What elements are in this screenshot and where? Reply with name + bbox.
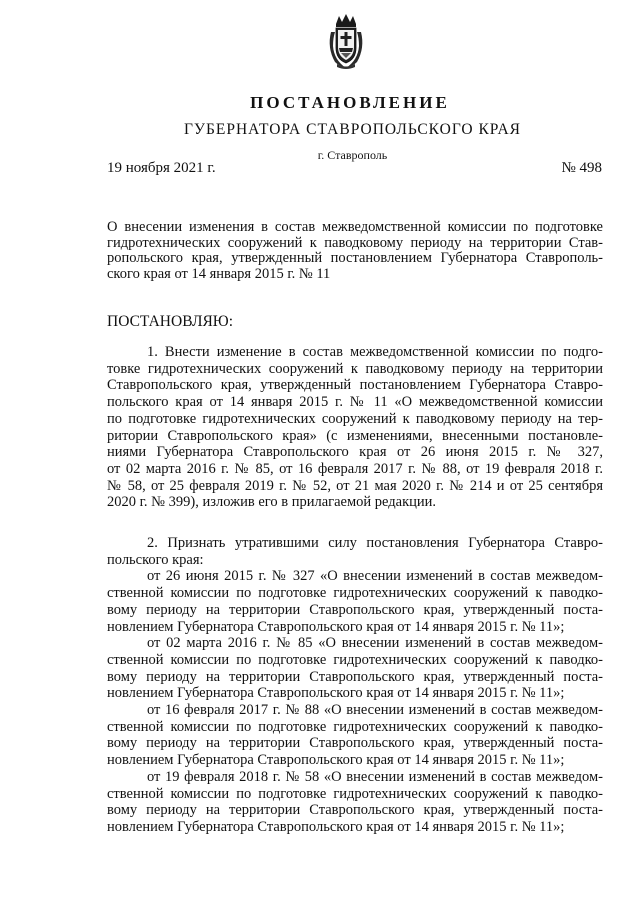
paragraph-line: новлением Губернатора Ставропольского края от 14 января 2015 г. № 11»; xyxy=(107,752,565,769)
item-1 xyxy=(107,344,603,511)
subject-line: гидротехнических сооружений к паводковому периоду на территории Став- xyxy=(107,234,603,251)
paragraph-line: от 16 февраля 2017 г. № 88 «О внесении изменений в состав межведом- xyxy=(147,702,603,719)
paragraph-line: ственной комиссии по подготовке гидротехнических сооружений к паводко- xyxy=(107,718,603,735)
paragraph-line: по подготовке гидротехнических сооружений к паводковому периоду на тер- xyxy=(107,410,603,427)
item-2 xyxy=(107,535,603,836)
paragraph-line: ственной комиссии по подготовке гидротехнических сооружений к паводко- xyxy=(107,785,603,802)
paragraph-line: от 19 февраля 2018 г. № 58 «О внесении изменений в состав межведом- xyxy=(147,768,603,785)
subject-line: ропольского края, утвержденный постановлением Губернатора Ставрополь- xyxy=(107,250,603,266)
subject-line: О внесении изменения в состав межведомственной комиссии по подготовке xyxy=(107,219,603,235)
paragraph-line: вому периоду на территории Ставропольского края, утвержденный поста- xyxy=(107,802,603,819)
paragraph-line: польского края: xyxy=(107,551,204,568)
paragraph-line: ственной комиссии по подготовке гидротехнических сооружений к паводко- xyxy=(107,651,603,668)
paragraph-line: вому периоду на территории Ставропольского края, утвержденный поста- xyxy=(107,601,603,618)
paragraph-line: 2. Признать утратившими силу постановления Губернатора Ставро- xyxy=(147,535,603,551)
city-label: г. Ставрополь xyxy=(317,148,388,162)
paragraph-line: от 02 марта 2016 г. № 85 «О внесении изменений в состав межведом- xyxy=(147,635,603,652)
paragraph-line: новлением Губернатора Ставропольского края от 14 января 2015 г. № 11»; xyxy=(107,818,565,835)
paragraph-line: вому периоду на территории Ставропольского края, утвержденный поста- xyxy=(107,735,603,752)
paragraph-line: вому периоду на территории Ставропольского края, утвержденный поста- xyxy=(107,668,603,685)
paragraph-line: ниями Губернатора Ставропольского края от 26 июня 2015 г. № 327, xyxy=(107,444,603,461)
paragraph-line: товке гидротехнических сооружений к паводковому периоду на территории xyxy=(107,360,603,377)
paragraph-line: новлением Губернатора Ставропольского края от 14 января 2015 г. № 11»; xyxy=(107,618,565,635)
subject-block xyxy=(107,220,603,282)
subject-line: ского края от 14 января 2015 г. № 11 xyxy=(107,265,331,282)
paragraph-line: 1. Внести изменение в состав межведомственной комиссии по подго- xyxy=(147,344,603,360)
coat-of-arms-icon xyxy=(325,12,367,70)
paragraph-line: от 02 марта 2016 г. № 85, от 16 февраля 2017 г. № 88, от 19 февраля 2018 г. xyxy=(107,460,603,477)
paragraph-line: № 58, от 25 февраля 2019 г. № 52, от 21 мая 2020 г. № 214 и от 25 сентября xyxy=(107,477,603,494)
issuer-title: ГУБЕРНАТОРА СТАВРОПОЛЬСКОГО КРАЯ xyxy=(184,121,521,138)
paragraph-line: ственной комиссии по подготовке гидротехнических сооружений к паводко- xyxy=(107,585,603,602)
paragraph-line: польского края от 14 января 2015 г. № 11 «О межведомственной комиссии xyxy=(107,394,603,411)
resolve-heading: ПОСТАНОВЛЯЮ: xyxy=(107,313,234,330)
document-title: ПОСТАНОВЛЕНИЕ xyxy=(250,93,450,112)
document-number: № 498 xyxy=(561,160,602,176)
document-date: 19 ноября 2021 г. xyxy=(107,160,216,176)
paragraph-line: ритории Ставропольского края» (с изменениями, внесенными постановле- xyxy=(107,427,603,444)
paragraph-line: 2020 г. № 399), изложив его в прилагаемой редакции. xyxy=(107,494,437,511)
paragraph-line: новлением Губернатора Ставропольского края от 14 января 2015 г. № 11»; xyxy=(107,685,565,702)
paragraph-line: от 26 июня 2015 г. № 327 «О внесении изменений в состав межведом- xyxy=(147,568,603,585)
paragraph-line: Ставропольского края, утвержденный постановлением Губернатора Ставро- xyxy=(107,377,603,394)
